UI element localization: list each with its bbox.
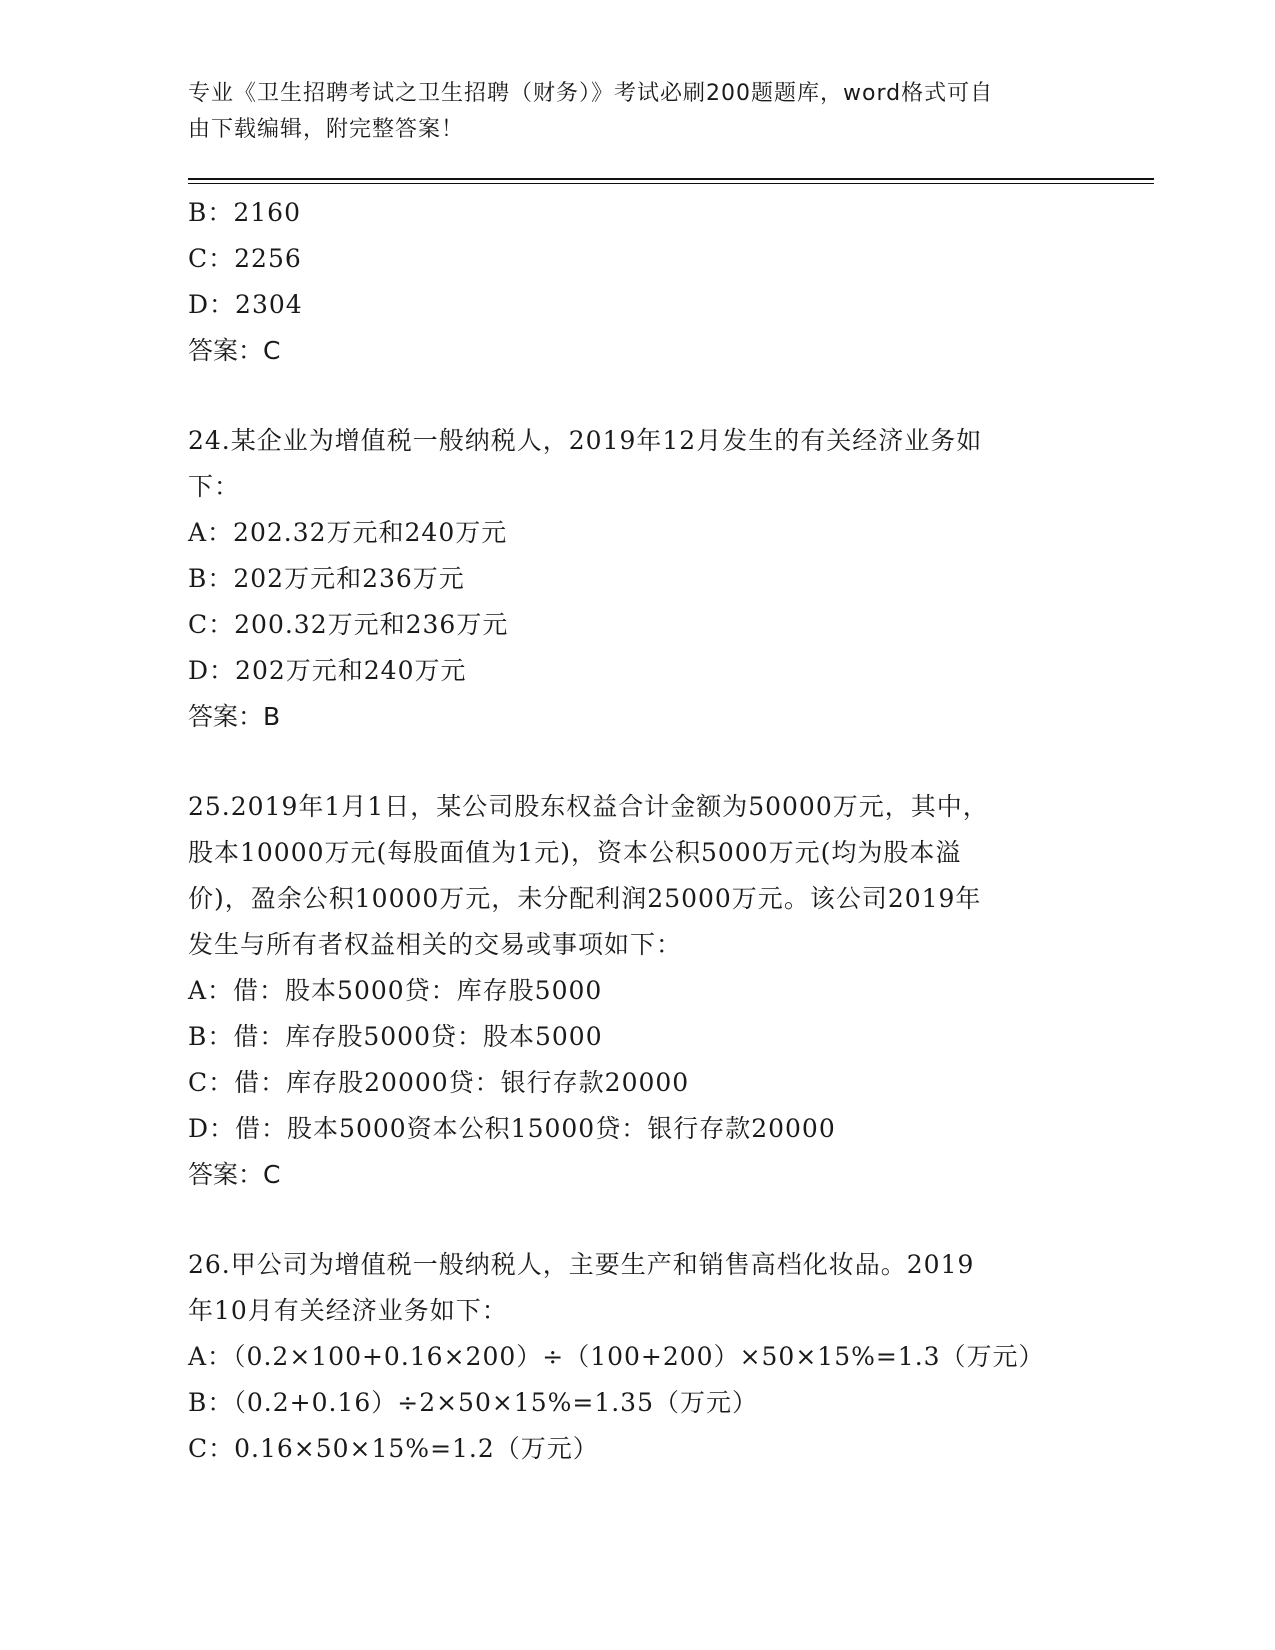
option-b: B：（0.2+0.16）÷2×50×15%=1.35（万元） [188,1388,758,1417]
option-a: A：（0.2×100+0.16×200）÷（100+200）×50×15%=1.3（万元） [188,1342,1045,1371]
option-a: A：借：股本5000贷：库存股5000 [188,976,603,1005]
header-line-2: 由下载编辑，附完整答案！ [188,117,465,142]
option-d: D：2304 [188,290,303,319]
option-c: C：0.16×50×15%=1.2（万元） [188,1434,599,1463]
option-b: B：2160 [188,198,301,227]
option-a: A：202.32万元和240万元 [188,518,508,547]
option-b: B：借：库存股5000贷：股本5000 [188,1022,603,1051]
question-stem: 年10月有关经济业务如下： [188,1296,508,1325]
option-c: C：200.32万元和236万元 [188,610,509,639]
question-stem: 下： [188,472,241,501]
header-rule-thick [188,178,1154,180]
question-26 [188,1242,1078,1472]
question-list [188,190,1078,1516]
answer: 答案：B [188,702,281,731]
header-rule-thin [188,183,1154,184]
option-d: D：借：股本5000资本公积15000贷：银行存款20000 [188,1114,836,1143]
page-header [188,76,1078,148]
question-24 [188,418,1078,740]
question-25 [188,784,1078,1198]
question-23 [188,190,1078,374]
question-stem: 26.甲公司为增值税一般纳税人，主要生产和销售高档化妆品。2019 [188,1250,975,1279]
answer: 答案：C [188,336,281,365]
question-stem: 发生与所有者权益相关的交易或事项如下： [188,930,683,959]
question-stem: 股本10000万元(每股面值为1元)，资本公积5000万元(均为股本溢 [188,838,962,867]
answer: 答案：C [188,1160,281,1189]
question-stem: 25.2019年1月1日，某公司股东权益合计金额为50000万元，其中， [188,792,989,821]
question-stem: 价)，盈余公积10000万元，未分配利润25000万元。该公司2019年 [188,884,982,913]
question-stem: 24.某企业为增值税一般纳税人，2019年12月发生的有关经济业务如 [188,426,983,455]
header-line-1: 专业《卫生招聘考试之卫生招聘（财务）》考试必刷200题题库，word格式可自 [188,81,994,106]
option-c: C：2256 [188,244,302,273]
option-d: D：202万元和240万元 [188,656,467,685]
option-c: C：借：库存股20000贷：银行存款20000 [188,1068,690,1097]
option-b: B：202万元和236万元 [188,564,465,593]
